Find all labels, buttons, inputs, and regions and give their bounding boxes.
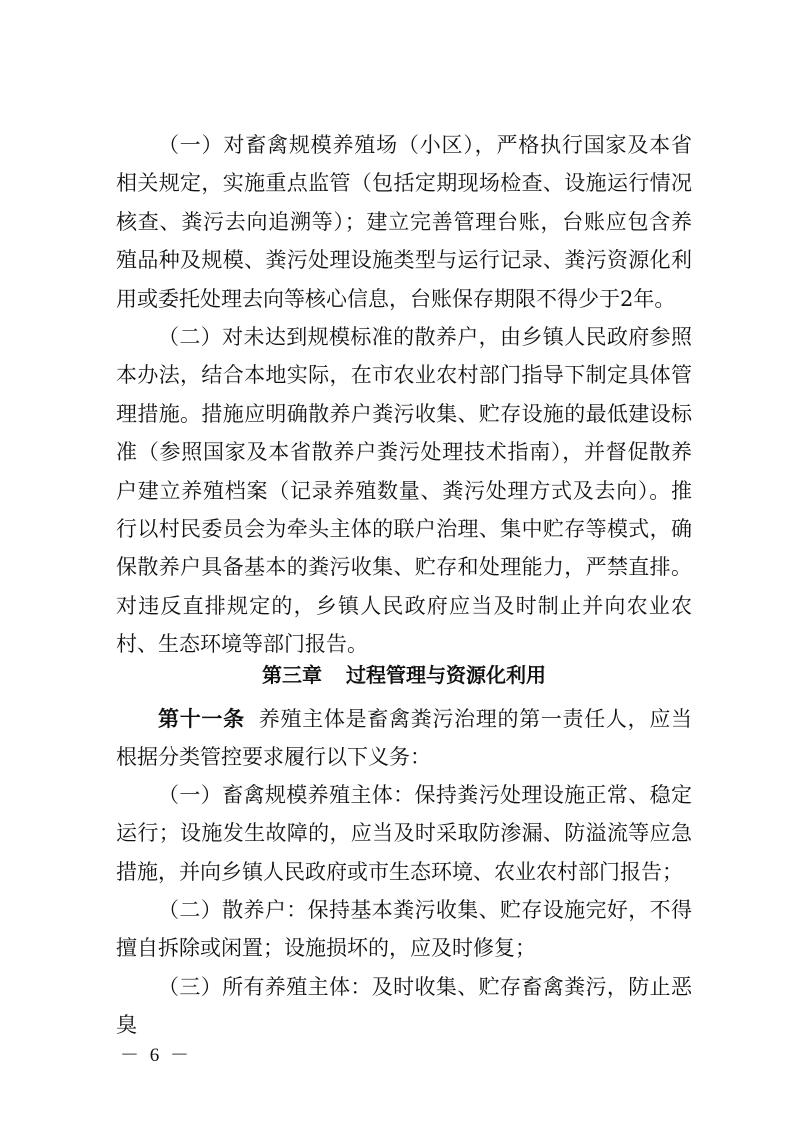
paragraph-smallholder-management: （二）对未达到规模标准的散养户，由乡镇人民政府参照本办法，结合本地实际，在市农业农村部门指导下制定具体管理措施。措施应明确散养户粪污收集、贮存设施的最低建设标准（参照国家及本省散养户粪污处理技术指南），并督促散养户建立养殖档案（记录养殖数量、粪污处理方式及去向）。推行以村民委员会为牵头主体的联户治理、集中贮存等模式，确保散养户具备基本的粪污收集、贮存和处理能力，严禁直排。对违反直排规定的，乡镇人民政府应当及时制止并向农业农村、生态环境等部门报告。: [116, 325, 692, 657]
article-text: 养殖主体是畜禽粪污治理的第一责任人，应当根据分类管控要求履行以下义务：: [116, 707, 693, 770]
chapter-title: 过程管理与资源化利用: [346, 663, 546, 687]
paragraph-duty-large-farms: （一）畜禽规模养殖主体：保持粪污处理设施正常、稳定运行；设施发生故障的，应当及时采取防渗漏、防溢流等应急措施，并向乡镇人民政府或市生态环境、农业农村部门报告；: [116, 783, 692, 884]
chapter-heading: [116, 656, 692, 694]
article-label: 第十一条: [158, 707, 245, 731]
chapter-number: 第三章: [262, 663, 322, 687]
paragraph-duty-smallholders: （二）散养户：保持基本粪污收集、贮存设施完好，不得擅自拆除或闲置；设施损坏的，应及时修复；: [116, 898, 692, 961]
paragraph-duty-all: （三）所有养殖主体：及时收集、贮存畜禽粪污，防止恶臭: [116, 975, 692, 1038]
page-number: － 6 －: [120, 1045, 193, 1066]
article-eleven: [116, 700, 692, 777]
paragraph-large-farm-supervision: （一）对畜禽规模养殖场（小区），严格执行国家及本省相关规定，实施重点监管（包括定期现场检查、设施运行情况核查、粪污去向追溯等）；建立完善管理台账，台账应包含养殖品种及规模、粪污处理设施类型与运行记录、粪污资源化利用或委托处理去向等核心信息，台账保存期限不得少于2年。: [116, 133, 692, 311]
